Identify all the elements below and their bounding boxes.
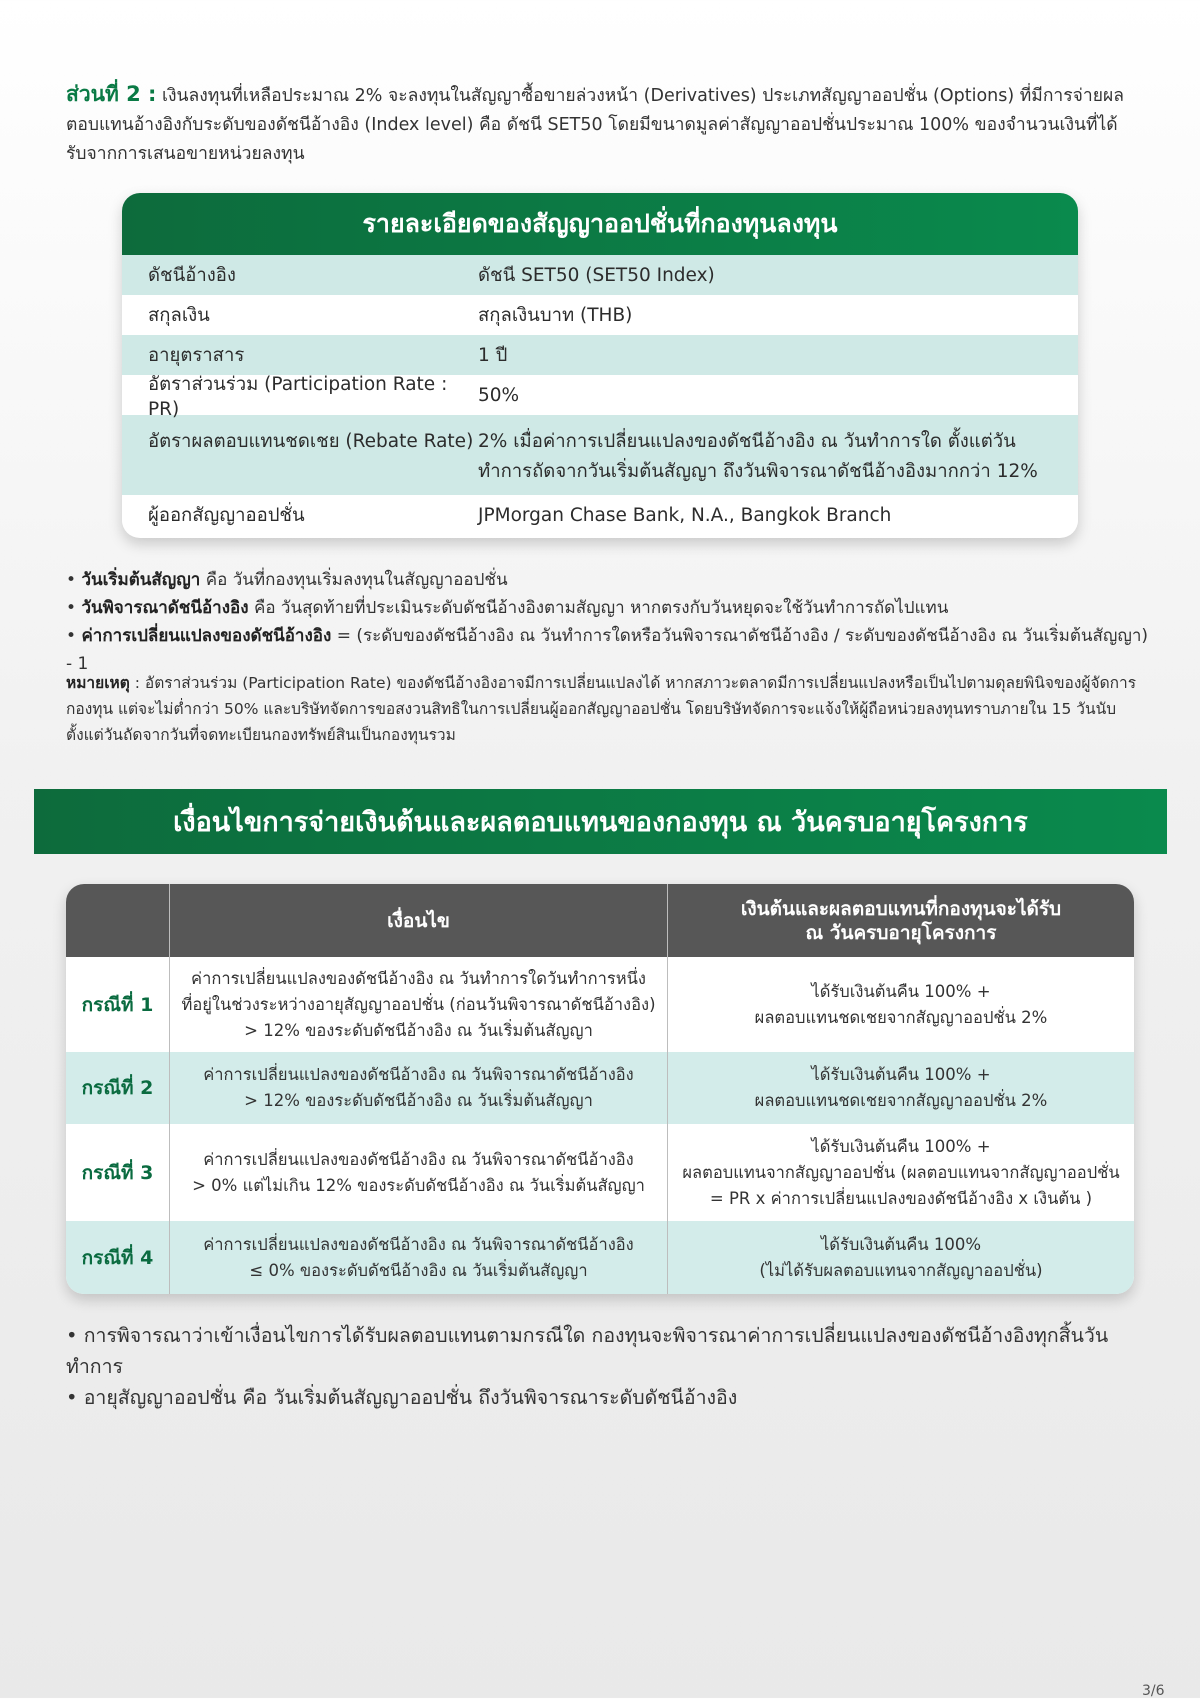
definition-item: • วันเริ่มต้นสัญญา คือ วันที่กองทุนเริ่มลงทุนในสัญญาออปชั่น xyxy=(66,570,508,590)
detail-label: อายุตราสาร xyxy=(148,344,245,366)
payoff-cell: ได้รับเงินต้นคืน 100% (ไม่ได้รับผลตอบแทนจากสัญญาออปชั่น) xyxy=(667,1221,1134,1294)
section-lead: ส่วนที่ 2 : xyxy=(66,82,157,106)
footer-bullet-text: อายุสัญญาออปชั่น คือ วันเริ่มต้นสัญญาออปชั่น ถึงวันพิจารณาระดับดัชนีอ้างอิง xyxy=(83,1386,738,1409)
condition-cell: ค่าการเปลี่ยนแปลงของดัชนีอ้างอิง ณ วันพิจารณาดัชนีอ้างอิง > 0% แต่ไม่เกิน 12% ของระดับดัชนีอ้างอิง ณ วันเริ่มต้นสัญญา xyxy=(169,1124,667,1221)
option-card-title: รายละเอียดของสัญญาออปชั่นที่กองทุนลงทุน xyxy=(122,193,1078,255)
footer-bullet-text: การพิจารณาว่าเข้าเงื่อนไขการได้รับผลตอบแทนตามกรณีใด กองทุนจะพิจารณาค่าการเปลี่ยนแปลงของดัชนีอ้างอิงทุกสิ้นวันทำการ xyxy=(66,1324,1109,1378)
header-condition: เงื่อนไข xyxy=(169,884,667,957)
detail-value: ดัชนี SET50 (SET50 Index) xyxy=(478,264,715,286)
case-label: กรณีที่ 1 xyxy=(81,993,154,1016)
header-case xyxy=(66,884,169,957)
note-label: หมายเหตุ xyxy=(66,674,130,692)
payoff-cell: ได้รับเงินต้นคืน 100% + ผลตอบแทนชดเชยจากสัญญาออปชั่น 2% xyxy=(667,957,1134,1052)
intro-text: เงินลงทุนที่เหลือประมาณ 2% จะลงทุนในสัญญาซื้อขายล่วงหน้า (Derivatives) ประเภทสัญญาออปชั่น (Options) ที่มีการจ่ายผลตอบแทนอ้างอิงกับระดับของดัชนีอ้างอิง (Index level) คือ ดัชนี SET50 โดยมีขนาดมูลค่าสัญญาออปชั่นประมาณ 100% ของจำนวนเงินที่ได้รับจากการเสนอขายหน่วยลงทุน xyxy=(66,86,1124,164)
detail-label: อัตราผลตอบแทนชดเชย (Rebate Rate) xyxy=(148,431,474,452)
detail-value: 50% xyxy=(478,384,520,406)
payoff-cell: ได้รับเงินต้นคืน 100% + ผลตอบแทนจากสัญญาออปชั่น (ผลตอบแทนจากสัญญาออปชั่น = PR x ค่าการเปลี่ยนแปลงของดัชนีอ้างอิง x เงินต้น ) xyxy=(667,1124,1134,1221)
option-detail-row xyxy=(122,295,1078,335)
definition-text: = (ระดับของดัชนีอ้างอิง ณ วันทำการใดหรือวันพิจารณาดัชนีอ้างอิง / ระดับของดัชนีอ้างอิง ณ วันเริ่มต้นสัญญา) - 1 xyxy=(66,626,1149,674)
detail-value: 1 ปี xyxy=(478,344,508,366)
remark-note xyxy=(66,670,1146,748)
footer-bullet: • การพิจารณาว่าเข้าเงื่อนไขการได้รับผลตอบแทนตามกรณีใด กองทุนจะพิจารณาค่าการเปลี่ยนแปลงของดัชนีอ้างอิงทุกสิ้นวันทำการ xyxy=(66,1324,1109,1378)
option-detail-row xyxy=(122,374,1078,420)
detail-label: สกุลเงิน xyxy=(148,304,210,326)
option-detail-row xyxy=(122,415,1078,495)
definition-term: วันเริ่มต้นสัญญา xyxy=(81,570,201,590)
conditions-table xyxy=(66,884,1134,1294)
case-label: กรณีที่ 3 xyxy=(81,1161,154,1184)
intro-paragraph xyxy=(66,80,1138,169)
payoff-cell: ได้รับเงินต้นคืน 100% + ผลตอบแทนชดเชยจากสัญญาออปชั่น 2% xyxy=(667,1052,1134,1124)
footer-bullet: • อายุสัญญาออปชั่น คือ วันเริ่มต้นสัญญาออปชั่น ถึงวันพิจารณาระดับดัชนีอ้างอิง xyxy=(66,1386,738,1409)
option-detail-rows xyxy=(122,255,1078,535)
header-payoff: เงินต้นและผลตอบแทนที่กองทุนจะได้รับ ณ วันครบอายุโครงการ xyxy=(667,884,1134,957)
definition-term: วันพิจารณาดัชนีอ้างอิง xyxy=(81,598,249,618)
definition-item: • วันพิจารณาดัชนีอ้างอิง คือ วันสุดท้ายที่ประเมินระดับดัชนีอ้างอิงตามสัญญา หากตรงกับวันหยุดจะใช้วันทำการถัดไปแทน xyxy=(66,598,949,618)
condition-cell: ค่าการเปลี่ยนแปลงของดัชนีอ้างอิง ณ วันพิจารณาดัชนีอ้างอิง ≤ 0% ของระดับดัชนีอ้างอิง ณ วันเริ่มต้นสัญญา xyxy=(169,1221,667,1294)
table-row xyxy=(66,957,1134,1052)
detail-label: ดัชนีอ้างอิง xyxy=(148,264,236,286)
table-row xyxy=(66,1124,1134,1221)
definition-item: • ค่าการเปลี่ยนแปลงของดัชนีอ้างอิง = (ระดับของดัชนีอ้างอิง ณ วันทำการใดหรือวันพิจารณาดัชนีอ้างอิง / ระดับของดัชนีอ้างอิง ณ วันเริ่มต้นสัญญา) - 1 xyxy=(66,626,1149,674)
definition-text: คือ วันสุดท้ายที่ประเมินระดับดัชนีอ้างอิงตามสัญญา หากตรงกับวันหยุดจะใช้วันทำการถัดไปแทน xyxy=(248,598,949,618)
table-row xyxy=(66,1221,1134,1294)
option-detail-row xyxy=(122,255,1078,295)
footer-bullet-list xyxy=(66,1320,1156,1413)
definition-term: ค่าการเปลี่ยนแปลงของดัชนีอ้างอิง xyxy=(81,626,332,646)
page-number: 3/6 xyxy=(1142,1683,1165,1699)
detail-value: JPMorgan Chase Bank, N.A., Bangkok Branch xyxy=(478,504,892,526)
case-label: กรณีที่ 2 xyxy=(81,1077,154,1099)
table-row xyxy=(66,1052,1134,1124)
case-label: กรณีที่ 4 xyxy=(81,1246,154,1269)
definition-text: คือ วันที่กองทุนเริ่มลงทุนในสัญญาออปชั่น xyxy=(200,570,508,590)
detail-label: อัตราส่วนร่วม (Participation Rate : PR) xyxy=(148,374,448,420)
detail-value: สกุลเงินบาท (THB) xyxy=(478,304,633,326)
table-header xyxy=(66,884,1134,957)
option-detail-row xyxy=(122,495,1078,535)
option-detail-row xyxy=(122,335,1078,375)
option-details-card xyxy=(122,193,1078,538)
detail-value: 2% เมื่อค่าการเปลี่ยนแปลงของดัชนีอ้างอิง ณ วันทำการใด ตั้งแต่วันทำการถัดจากวันเริ่มต้นสัญญา ถึงวันพิจารณาดัชนีอ้างอิงมากกว่า 12% xyxy=(478,431,1038,482)
condition-cell: ค่าการเปลี่ยนแปลงของดัชนีอ้างอิง ณ วันพิจารณาดัชนีอ้างอิง > 12% ของระดับดัชนีอ้างอิง ณ วันเริ่มต้นสัญญา xyxy=(169,1052,667,1124)
detail-label: ผู้ออกสัญญาออปชั่น xyxy=(148,504,305,526)
section-banner: เงื่อนไขการจ่ายเงินต้นและผลตอบแทนของกองทุน ณ วันครบอายุโครงการ xyxy=(34,789,1167,854)
condition-cell: ค่าการเปลี่ยนแปลงของดัชนีอ้างอิง ณ วันทำการใดวันทำการหนึ่ง ที่อยู่ในช่วงระหว่างอายุสัญญาออปชั่น (ก่อนวันพิจารณาดัชนีอ้างอิง) > 12% ของระดับดัชนีอ้างอิง ณ วันเริ่มต้นสัญญา xyxy=(169,957,667,1052)
note-text: : อัตราส่วนร่วม (Participation Rate) ของดัชนีอ้างอิงอาจมีการเปลี่ยนแปลงได้ หากสภาวะตลาดมีการเปลี่ยนแปลงหรือเป็นไปตามดุลยพินิจของผู้จัดการกองทุน แต่จะไม่ต่ำกว่า 50% และบริษัทจัดการขอสงวนสิทธิในการเปลี่ยนผู้ออกสัญญาออปชั่น โดยบริษัทจัดการจะแจ้งให้ผู้ถือหน่วยลงทุนทราบภายใน 15 วันนับตั้งแต่วันถัดจากวันที่จดทะเบียนกองทรัพย์สินเป็นกองทุนรวม xyxy=(66,674,1137,744)
definition-list xyxy=(66,566,1156,678)
